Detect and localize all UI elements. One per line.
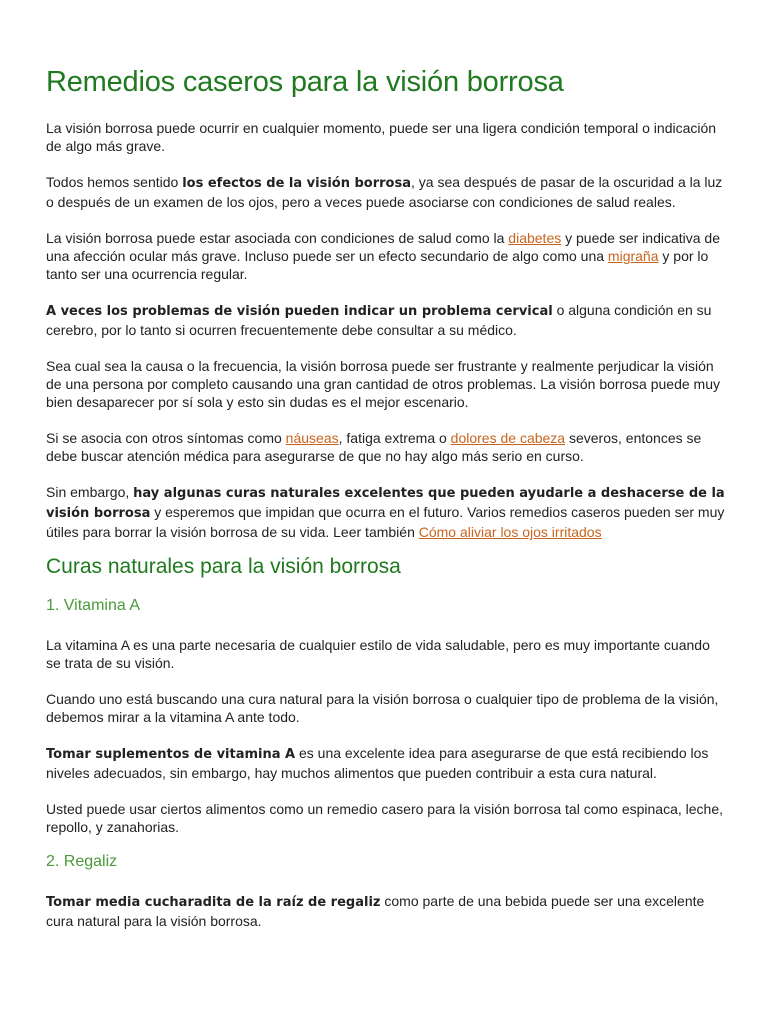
text: como parte de una bebida puede ser una excelente cura natural para la visión borrosa. — [46, 893, 705, 929]
text: es una excelente idea para asegurarse de que está recibiendo los niveles adecuados, sin embargo, hay muchos alimentos que pueden contribuir a esta cura natural. — [46, 745, 709, 781]
paragraph-cause: Sea cual sea la causa o la frecuencia, la visión borrosa puede ser frustrante y realmente perjudicar la visión de una persona por completo causando una gran cantidad de otros problemas. La visión borrosa puede muy bien desaparecer por sí sola y esto sin dudas es el mejor escenario. — [46, 358, 720, 410]
text: y por lo tanto ser una ocurrencia regular. — [46, 248, 709, 282]
link-nauseas[interactable]: náuseas — [285, 430, 339, 446]
link-ojos-irritados[interactable]: Cómo aliviar los ojos irritados — [418, 524, 602, 540]
paragraph-vitamina-a-2: Cuando uno está buscando una cura natural para la visión borrosa o cualquier tipo de problema de la visión, debemos mirar a la vitamina A ante todo. — [46, 691, 719, 725]
text: Sin embargo, — [46, 484, 134, 500]
paragraph-cervical — [46, 301, 728, 339]
bold-text: Tomar media cucharadita de la raíz de regaliz — [46, 895, 381, 910]
paragraph-intro: La visión borrosa puede ocurrir en cualquier momento, puede ser una ligera condición temporal o indicación de algo más grave. — [46, 120, 717, 154]
paragraph-vitamina-a-1: La vitamina A es una parte necesaria de cualquier estilo de vida saludable, pero es muy importante cuando se trata de su visión. — [46, 637, 710, 671]
text: o alguna condición en su cerebro, por lo tanto si ocurren frecuentemente debe consultar a su médico. — [46, 302, 712, 338]
text: y esperemos que impidan que ocurra en el futuro. Varios remedios caseros pueden ser muy útiles para borrar la visión borrosa de su vida. Leer también — [46, 504, 725, 540]
bold-text: Tomar suplementos de vitamina A — [46, 747, 296, 762]
item-heading-vitamina-a: 1. Vitamina A — [46, 597, 140, 614]
text: , ya sea después de pasar de la oscuridad a la luz o después de un examen de los ojos, pero a veces puede asociarse con condiciones de salud reales. — [46, 174, 723, 210]
bold-text: A veces los problemas de visión pueden indicar un problema cervical — [46, 304, 553, 319]
link-migrana[interactable]: migraña — [607, 248, 659, 264]
paragraph-symptoms — [46, 429, 728, 465]
page-title: Remedios caseros para la visión borrosa — [46, 66, 564, 98]
text: severos, entonces se debe buscar atención médica para asegurarse de que no hay algo más serio en curso. — [46, 430, 702, 464]
link-diabetes[interactable]: diabetes — [508, 230, 562, 246]
link-dolores-de-cabeza[interactable]: dolores de cabeza — [450, 430, 566, 446]
text: y puede ser indicativa de una afección ocular más grave. Incluso puede ser un efecto secundario de algo como una — [46, 230, 720, 264]
paragraph-vitamina-a-4: Usted puede usar ciertos alimentos como un remedio casero para la visión borrosa tal como espinaca, leche, repollo, y zanahorias. — [46, 801, 724, 835]
bold-text: hay algunas curas naturales excelentes que pueden ayudarle a deshacerse de la visión borrosa — [46, 486, 725, 521]
item-heading-regaliz: 2. Regaliz — [46, 853, 118, 870]
text: Si se asocia con otros síntomas como — [46, 430, 286, 446]
text: , fatiga extrema o — [338, 430, 451, 446]
paragraph-regaliz-1 — [46, 892, 728, 930]
bold-text: los efectos de la visión borrosa — [182, 176, 411, 191]
text: Todos hemos sentido — [46, 174, 183, 190]
paragraph-effects — [46, 173, 728, 211]
text: La visión borrosa puede estar asociada con condiciones de salud como la — [46, 230, 509, 246]
article — [46, 62, 728, 930]
paragraph-vitamina-a-3 — [46, 744, 728, 782]
paragraph-conditions — [46, 229, 728, 283]
paragraph-cures — [46, 483, 728, 541]
section-title: Curas naturales para la visión borrosa — [46, 555, 401, 578]
